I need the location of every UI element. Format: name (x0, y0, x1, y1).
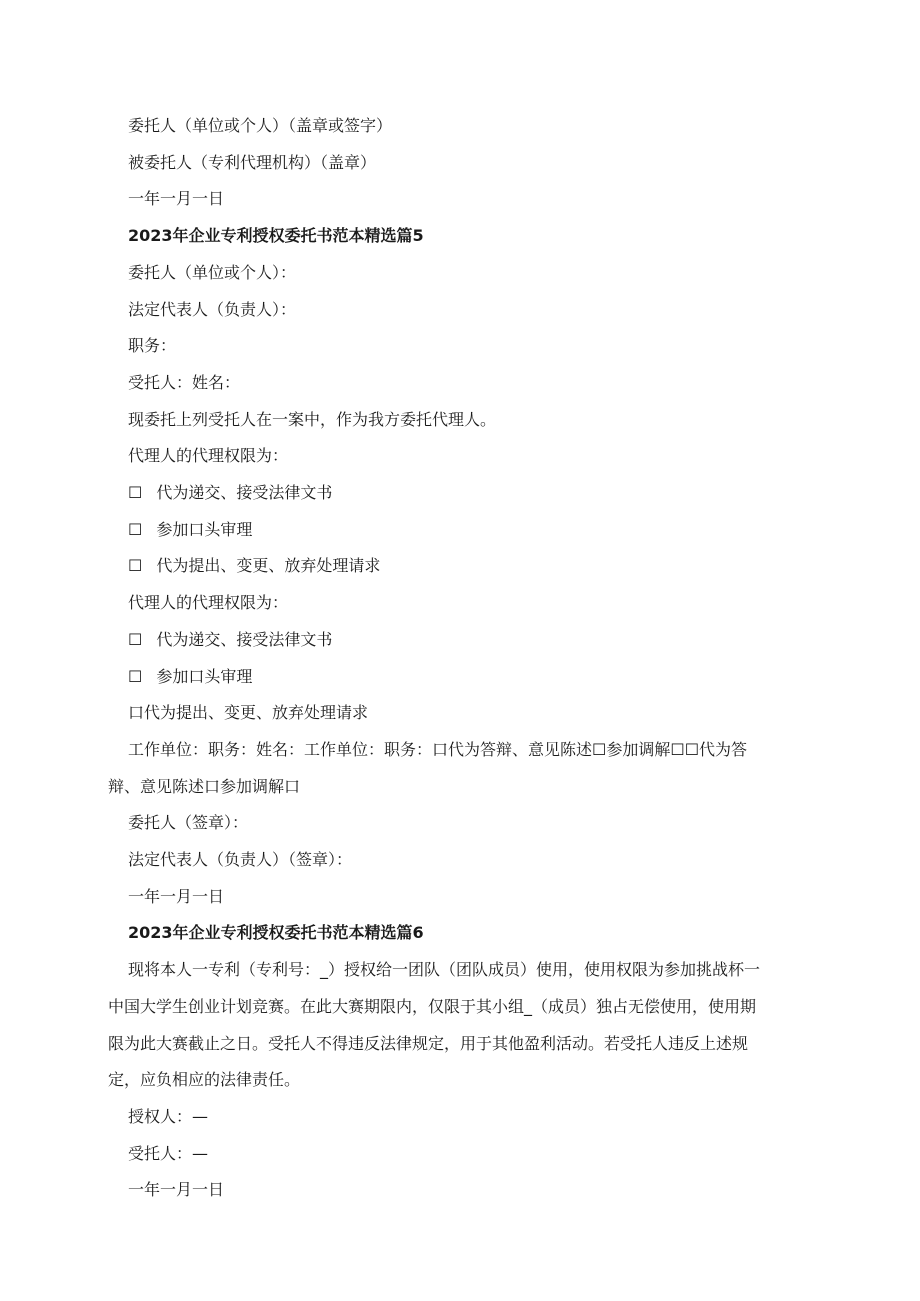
checkbox-icon: ☐ (128, 483, 143, 503)
option-item: 口代为提出、变更、放弃处理请求 (128, 703, 369, 723)
option-label: 参加口头审理 (156, 666, 253, 686)
option-item (128, 475, 820, 512)
agency-limits-label-2: 代理人的代理权限为： (128, 593, 289, 613)
option-label: 参加口头审理 (156, 519, 253, 539)
entrust-statement: 现委托上列受托人在一案中，作为我方委托代理人。 (128, 409, 497, 429)
date-line: 一年一月一日 (128, 1180, 225, 1200)
position-line: 职务： (128, 336, 177, 356)
paragraph-line: 现将本人一专利（专利号：_）授权给一团队（团队成员）使用，使用权限为参加挑战杯一 (128, 960, 761, 980)
option-item (128, 512, 820, 549)
trustee-line: 受托人：— (128, 1143, 209, 1163)
principal-seal-line: 委托人（单位或个人）（盖章或签字） (128, 116, 393, 135)
option-label: 代为递交、接受法律文书 (156, 483, 333, 503)
authorization-paragraph (0, 952, 920, 1099)
work-unit-paragraph (0, 732, 920, 805)
date-line: 一年一月一日 (128, 886, 225, 906)
option-label: 代为递交、接受法律文书 (156, 629, 333, 649)
paragraph-line: 定，应负相应的法律责任。 (108, 1070, 301, 1090)
authorizer-line: 授权人：— (128, 1106, 209, 1126)
document-page (0, 108, 920, 1209)
date-line: 一年一月一日 (128, 189, 225, 209)
principal-line: 委托人（单位或个人）： (128, 262, 297, 282)
work-unit-line: 辩、意见陈述口参加调解口 (108, 776, 301, 796)
agency-limits-label: 代理人的代理权限为： (128, 446, 289, 466)
option-label: 代为提出、变更、放弃处理请求 (156, 556, 381, 576)
checkbox-icon: ☐ (128, 666, 143, 686)
option-item (128, 659, 820, 696)
option-item (128, 548, 820, 585)
principal-sign-line: 委托人（签章）： (128, 813, 249, 833)
legal-rep-line: 法定代表人（负责人）： (128, 299, 297, 319)
section-5-heading: 2023年企业专利授权委托书范本精选篇5 (128, 226, 424, 246)
paragraph-line: 限为此大赛截止之日。受托人不得违反法律规定，用于其他盈利活动。若受托人违反上述规 (108, 1033, 749, 1053)
agent-seal-line: 被委托人（专利代理机构）（盖章） (128, 152, 377, 172)
legal-rep-sign-line: 法定代表人（负责人）（签章）： (128, 850, 353, 870)
trustee-name-line: 受托人：姓名： (128, 372, 241, 392)
checkbox-icon: ☐ (128, 556, 143, 576)
checkbox-icon: ☐ (128, 629, 143, 649)
option-item (128, 622, 820, 659)
paragraph-line: 中国大学生创业计划竞赛。在此大赛期限内，仅限于其小组_（成员）独占无偿使用，使用期 (108, 996, 757, 1016)
section-6-heading: 2023年企业专利授权委托书范本精选篇6 (128, 923, 424, 943)
work-unit-line: 工作单位：职务：姓名：工作单位：职务：口代为答辩、意见陈述☐参加调解☐☐代为答 (128, 739, 748, 759)
checkbox-icon: ☐ (128, 519, 143, 539)
